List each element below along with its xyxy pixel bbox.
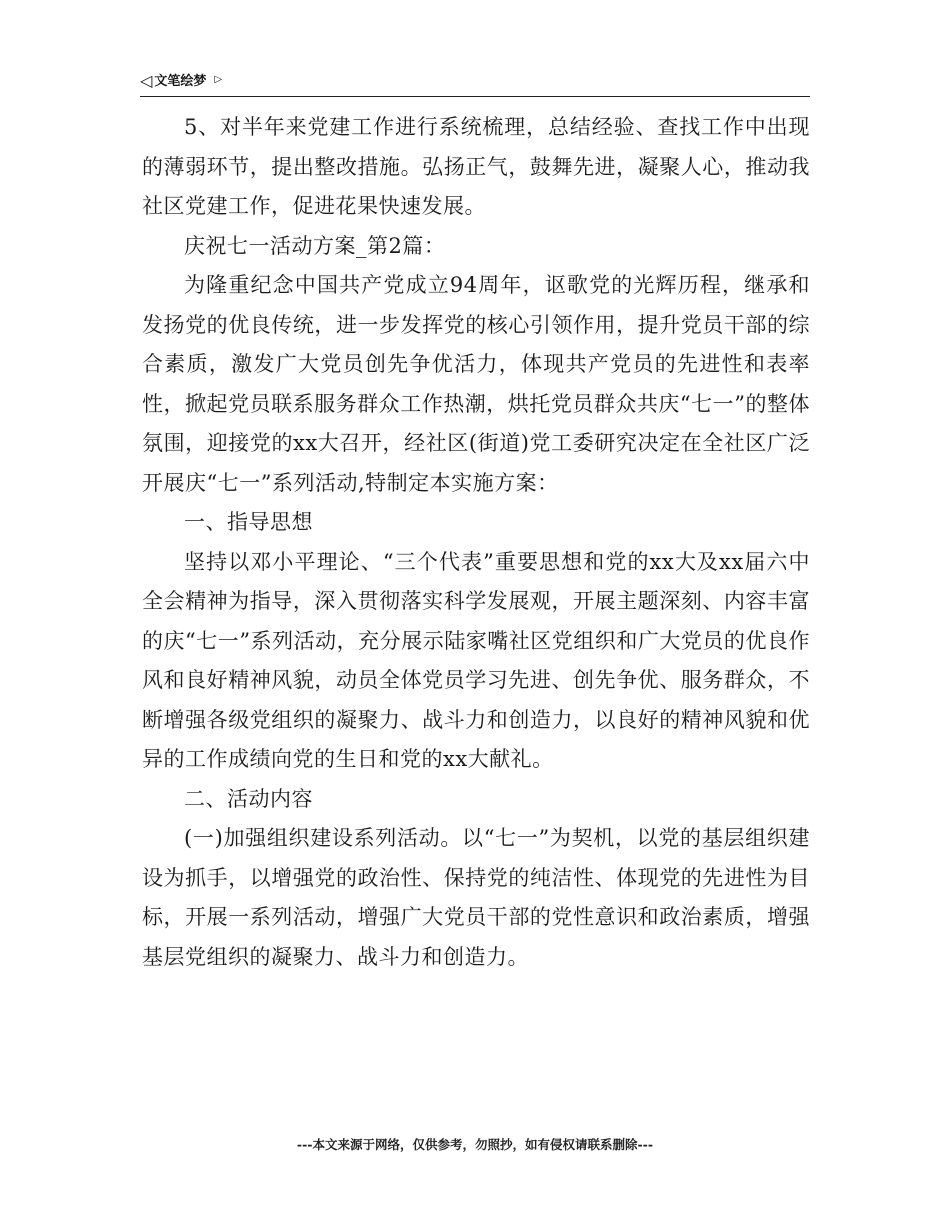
paragraph-rectification: 5、对半年来党建工作进行系统梳理，总结经验、查找工作中出现的薄弱环节，提出整改措施。弘扬正气，鼓舞先进，凝聚人心，推动我社区党建工作，促进花果快速发展。 [142,115,810,218]
document-body [142,108,810,977]
page-header [140,72,810,97]
section-heading-activity-content: 二、活动内容 [184,786,313,811]
triangle-left-icon: ◁ [140,71,153,90]
paragraph-organization-building: (一)加强组织建设系列活动。以“七一”为契机，以党的基层组织建设为抓手，以增强党的政治性、保持党的纯洁性、体现党的先进性为目标，开展一系列活动，增强广大党员干部的党性意识和政治素质，增强基层党组织的凝聚力、战斗力和创造力。 [142,826,810,969]
section-heading-guiding-ideology: 一、指导思想 [184,510,313,534]
header-brand: 文笔绘梦 [154,74,207,89]
paragraph-guiding-ideology: 坚持以邓小平理论、“三个代表”重要思想和党的xx大及xx届六中全会精神为指导，深入贯彻落实科学发展观，开展主题深刻、内容丰富的庆“七一”系列活动，充分展示陆家嘴社区党组织和广大党员的优良作风和良好精神风貌，动员全体党员学习先进、创先争优、服务群众，不断增强各级党组织的凝聚力、战斗力和创造力，以良好的精神风貌和优异的工作成绩向党的生日和党的xx大献礼。 [142,549,810,771]
footer-notice: ---本文来源于网络，仅供参考，勿照抄，如有侵权请联系删除--- [296,1137,654,1152]
article-title: 庆祝七一活动方案_第2篇： [184,233,446,258]
paragraph-intro: 为隆重纪念中国共产党成立94周年，讴歌党的光辉历程，继承和发扬党的优良传统，进一步发挥党的核心引领作用，提升党员干部的综合素质，激发广大党员创先争优活力，体现共产党员的先进性和表率性，掀起党员联系服务群众工作热潮，烘托党员群众共庆“七一”的整体氛围，迎接党的xx大召开，经社区(街道)党工委研究决定在全社区广泛开展庆“七一”系列活动,特制定本实施方案： [142,273,810,495]
triangle-right-icon: ▷ [214,74,223,85]
